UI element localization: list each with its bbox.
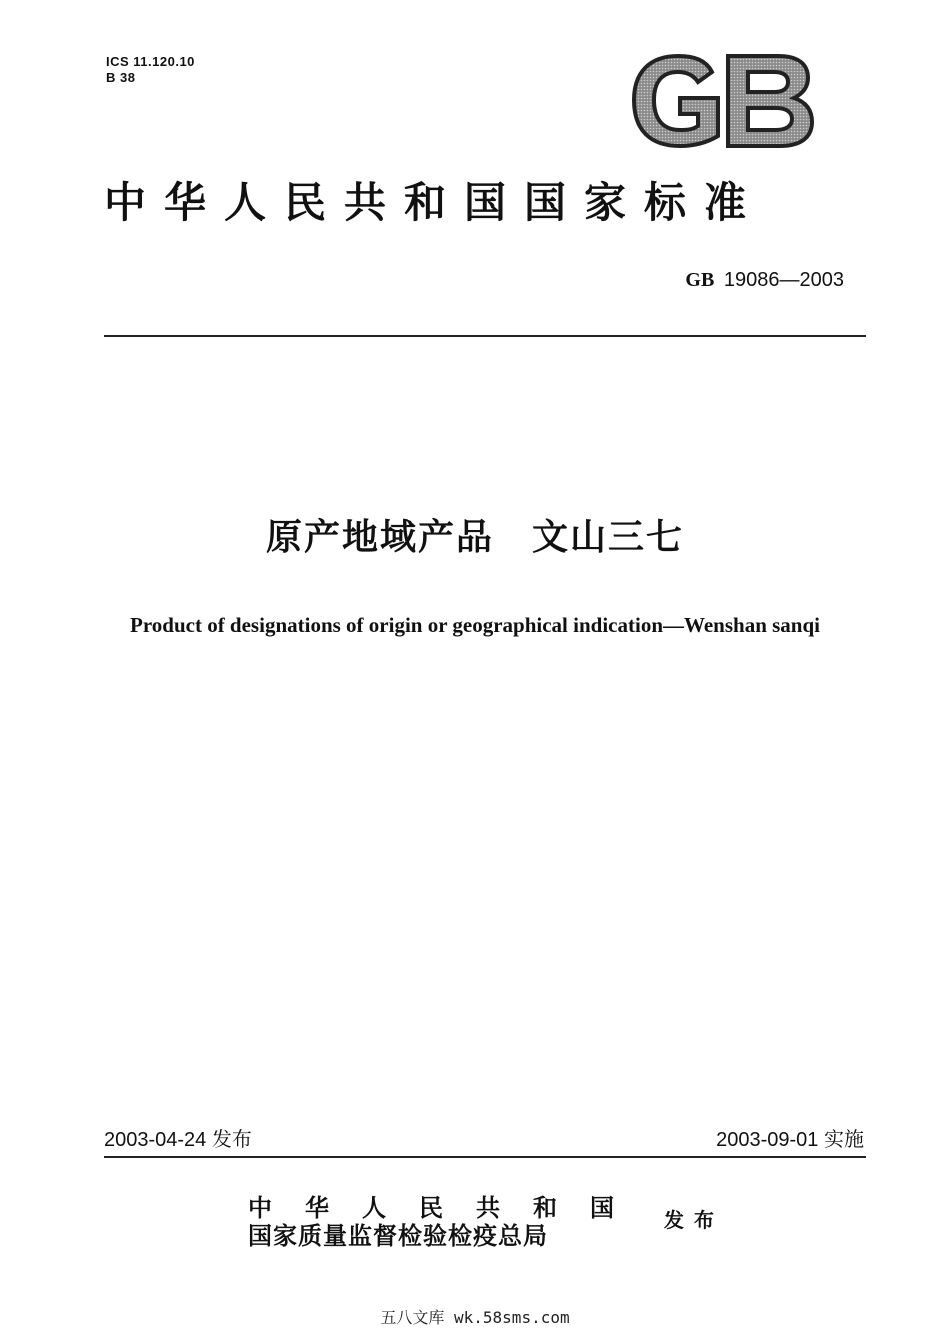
issuing-authority (248, 1193, 647, 1250)
gb-logo-graphic (628, 52, 816, 150)
release-label: 发布 (664, 1208, 724, 1232)
document-title-zh: 原产地域产品 文山三七 (265, 517, 684, 558)
standard-number (685, 268, 844, 292)
footer-watermark: 五八文库 wk.58sms.com (380, 1308, 570, 1327)
standard-category-title: 中华人民共和国国家标准 (104, 178, 765, 227)
issuer-line-1: 中华人民共和国 (248, 1193, 647, 1222)
standard-number-value: 19086—2003 (723, 269, 844, 291)
standard-number-prefix: GB (685, 269, 715, 291)
ics-code: ICS 11.120.10 (106, 54, 195, 69)
publish-date: 2003-04-24 发布 (104, 1129, 252, 1151)
gb-logo (628, 52, 816, 150)
top-divider (104, 335, 866, 337)
bottom-divider (104, 1156, 866, 1158)
classification-codes (106, 54, 195, 86)
ccs-code: B 38 (106, 70, 136, 85)
document-title-en: Product of designations of origin or geographical indication—Wenshan sanqi (130, 613, 820, 637)
effective-date: 2003-09-01 实施 (716, 1129, 864, 1151)
issuer-line-2: 国家质量监督检验检疫总局 (248, 1221, 548, 1250)
